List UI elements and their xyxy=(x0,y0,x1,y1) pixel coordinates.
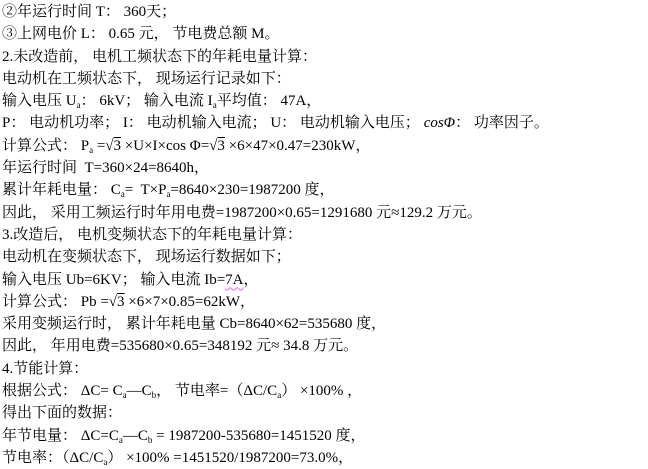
text-line xyxy=(2,1,648,23)
text-segment: a xyxy=(166,189,171,200)
text-segment: cosΦ xyxy=(423,115,456,132)
text-segment: ： 6kV； 输入电流 I xyxy=(80,93,213,110)
text-segment: —C xyxy=(122,427,148,444)
text-line xyxy=(2,135,648,157)
text-segment: a xyxy=(277,390,282,401)
text-segment: 输入电压 U xyxy=(2,93,77,110)
text-segment: P： 电动机功率； I： 电动机输入电流； U： 电动机输入电压； xyxy=(2,115,424,132)
text-segment: =√ xyxy=(93,137,114,154)
text-segment: 平均值： 47A， xyxy=(216,93,322,110)
text-segment: 因此， 采用工频运行时年用电费=1987200×0.65=1291680 元≈129.2 万元。 xyxy=(2,204,482,221)
text-segment: 因此， 年用电费=535680×0.65=348192 元≈ 34.8 万元。 xyxy=(2,338,359,355)
text-segment: a xyxy=(103,456,108,467)
text-segment: 3 xyxy=(117,293,125,310)
text-line xyxy=(2,313,648,335)
text-line xyxy=(2,112,648,134)
text-segment: ×6×7×0.85=62kW， xyxy=(124,293,256,310)
text-segment: a xyxy=(122,390,127,401)
text-segment: 电动机在变频状态下， 现场运行数据如下； xyxy=(2,249,291,266)
text-line xyxy=(2,402,648,424)
text-segment: 年运行时间 T=360×24=8640h， xyxy=(2,160,210,177)
text-line xyxy=(2,291,648,313)
document-body xyxy=(2,1,648,469)
text-segment: 4.节能计算： xyxy=(2,360,89,377)
text-segment: ②年运行时间 T： 360天； xyxy=(2,4,177,20)
text-segment: 根据公式： ΔC= C xyxy=(2,383,123,400)
text-line xyxy=(2,447,648,469)
text-line xyxy=(2,23,648,45)
text-segment: ③上网电价 L： 0.65 元， 节电费总额 M。 xyxy=(2,26,280,43)
text-segment: —C xyxy=(126,383,152,400)
text-segment: 2.未改造前， 电机工频状态下的年耗电量计算： xyxy=(2,48,318,65)
text-line xyxy=(2,246,648,268)
text-line xyxy=(2,358,648,380)
text-line xyxy=(2,202,648,224)
text-segment: = 1987200-535680=1451520 度， xyxy=(152,427,366,444)
text-line xyxy=(2,425,648,447)
text-line xyxy=(2,335,648,357)
text-segment: ： 功率因子。 xyxy=(455,115,549,132)
text-segment: a xyxy=(89,144,94,155)
text-segment: =8640×230=1987200 度， xyxy=(170,182,335,199)
text-segment: 节电率：（ΔC/C xyxy=(2,449,104,466)
text-line xyxy=(2,46,648,68)
text-segment: ， xyxy=(243,271,259,288)
text-segment: 7A xyxy=(225,271,244,288)
text-segment: ×U×I×cos Φ=√ xyxy=(121,137,218,154)
text-segment: b xyxy=(151,390,157,401)
text-line xyxy=(2,179,648,201)
text-line xyxy=(2,68,648,90)
text-segment: a xyxy=(118,434,123,445)
text-line xyxy=(2,380,648,402)
text-segment: ） ×100% ， xyxy=(281,383,363,400)
text-segment: 3.改造后， 电机变频状态下的年耗电量计算： xyxy=(2,226,303,243)
text-line xyxy=(2,157,648,179)
text-segment: 电动机在工频状态下， 现场运行记录如下： xyxy=(2,70,291,87)
text-segment: 3 xyxy=(217,137,225,154)
text-segment: 计算公式： P xyxy=(2,137,90,154)
text-segment: b xyxy=(147,434,153,445)
text-segment: 累计年耗电量： C xyxy=(2,182,121,199)
text-segment: ） ×100% =1451520/1987200=73.0%， xyxy=(107,449,354,466)
text-segment: 得出下面的数据： xyxy=(2,405,123,422)
text-segment: ， 节电率=（ΔC/C xyxy=(156,383,278,400)
text-segment: 输入电压 Ub=6KV； 输入电流 Ib= xyxy=(2,271,226,288)
text-segment: 3 xyxy=(113,137,122,154)
text-segment: ×6×47×0.47=230kW， xyxy=(224,137,371,154)
text-line xyxy=(2,269,648,291)
text-segment: = T×P xyxy=(124,182,167,199)
text-segment: a xyxy=(212,100,217,111)
text-segment: 计算公式： Pb =√ xyxy=(2,293,118,310)
text-segment: a xyxy=(76,100,81,111)
text-segment: 年节电量： ΔC=C xyxy=(2,427,119,444)
text-segment: 采用变频运行时， 累计年耗电量 Cb=8640×62=535680 度， xyxy=(2,316,387,333)
text-line xyxy=(2,224,648,246)
text-segment: a xyxy=(120,189,125,200)
text-line xyxy=(2,90,648,112)
